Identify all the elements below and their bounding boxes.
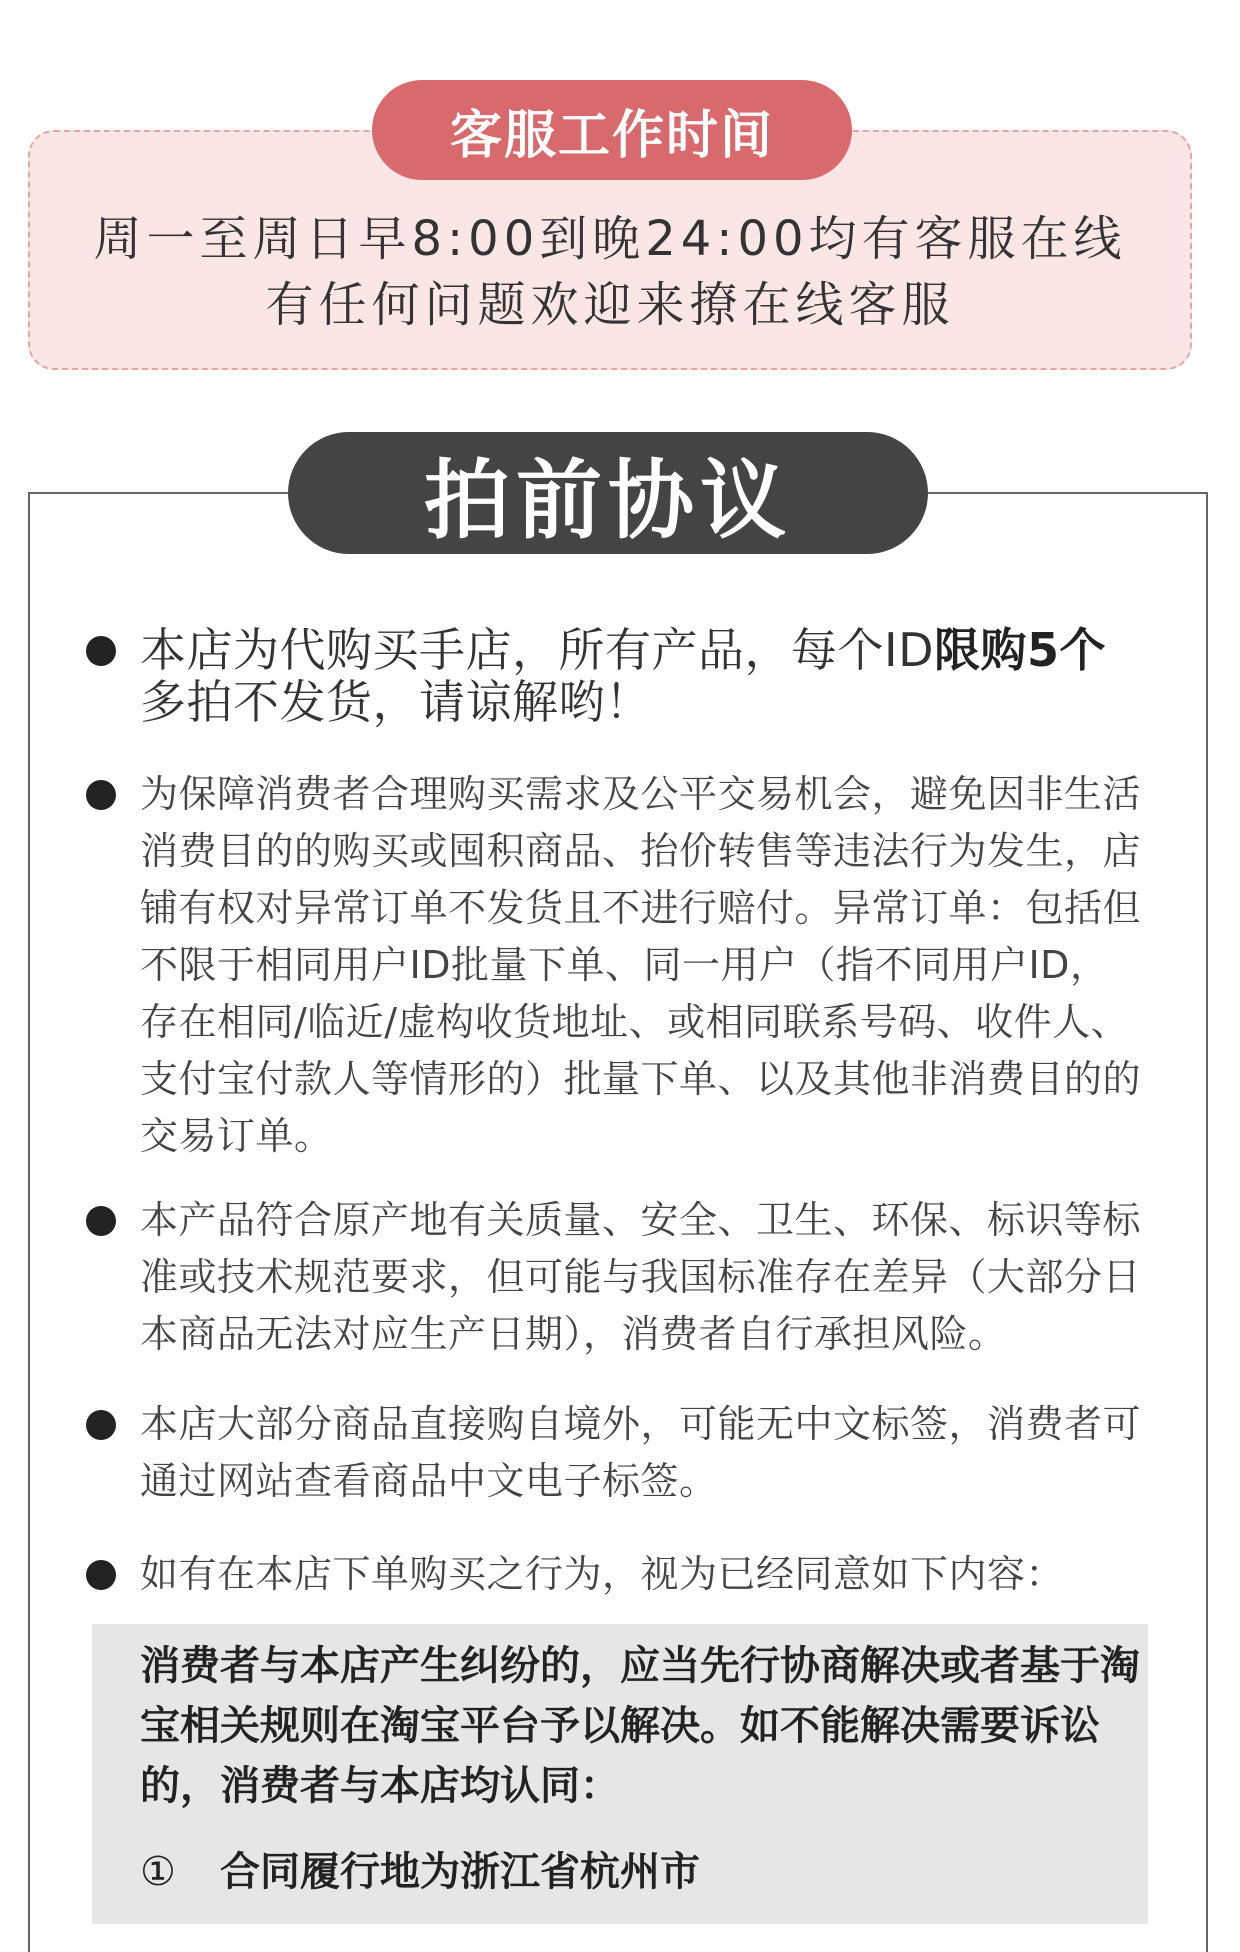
clause-standards: 本产品符合原产地有关质量、安全、卫生、环保、标识等标准或技术规范要求，但可能与我国标准存在差异（大部分日本商品无法对应生产日期），消费者自行承担风险。: [86, 1192, 1146, 1363]
clause-labels: 本店大部分商品直接购自境外，可能无中文标签，消费者可通过网站查看商品中文电子标签。: [86, 1396, 1146, 1510]
service-hours-line: 周一至周日早8:00到晚24:00均有客服在线: [93, 211, 1127, 267]
clause-purchase-limit: 本店为代购买手店，所有产品，每个ID限购5个 多拍不发货，请谅解哟！: [86, 624, 1146, 728]
bullet-icon: [86, 1206, 116, 1236]
bullet-icon: [86, 636, 116, 666]
bullet-icon: [86, 1560, 116, 1590]
clause-abnormal-orders: 为保障消费者合理购买需求及公平交易机会，避免因非生活消费目的的购买或囤积商品、抬价转售等违法行为发生，店铺有权对异常订单不发货且不进行赔付。异常订单：包括但不限于相同用户ID批量下单、同一用户（指不同用户ID，存在相同/临近/虚构收货地址、或相同联系号码、收件人、支付宝付款人等情形的）批量下单、以及其他非消费目的的交易订单。: [86, 766, 1146, 1165]
dispute-text: 消费者与本店产生纠纷的，应当先行协商解决或者基于淘宝相关规则在淘宝平台予以解决。如不能解决需要诉讼的，消费者与本店均认同：: [140, 1643, 1140, 1809]
purchase-limit-emphasis: 限购5个: [934, 623, 1107, 677]
item-number: ①: [140, 1849, 176, 1895]
service-contact-line: 有任何问题欢迎来撩在线客服: [265, 277, 955, 333]
bullet-icon: [86, 1410, 116, 1440]
clause-consent: 如有在本店下单购买之行为，视为已经同意如下内容：: [86, 1546, 1146, 1603]
dispute-item-1: ① 合同履行地为浙江省杭州市: [140, 1849, 700, 1895]
service-hours-title: 客服工作时间: [372, 80, 852, 180]
agreement-title: 拍前协议: [288, 432, 928, 554]
bullet-icon: [86, 780, 116, 810]
